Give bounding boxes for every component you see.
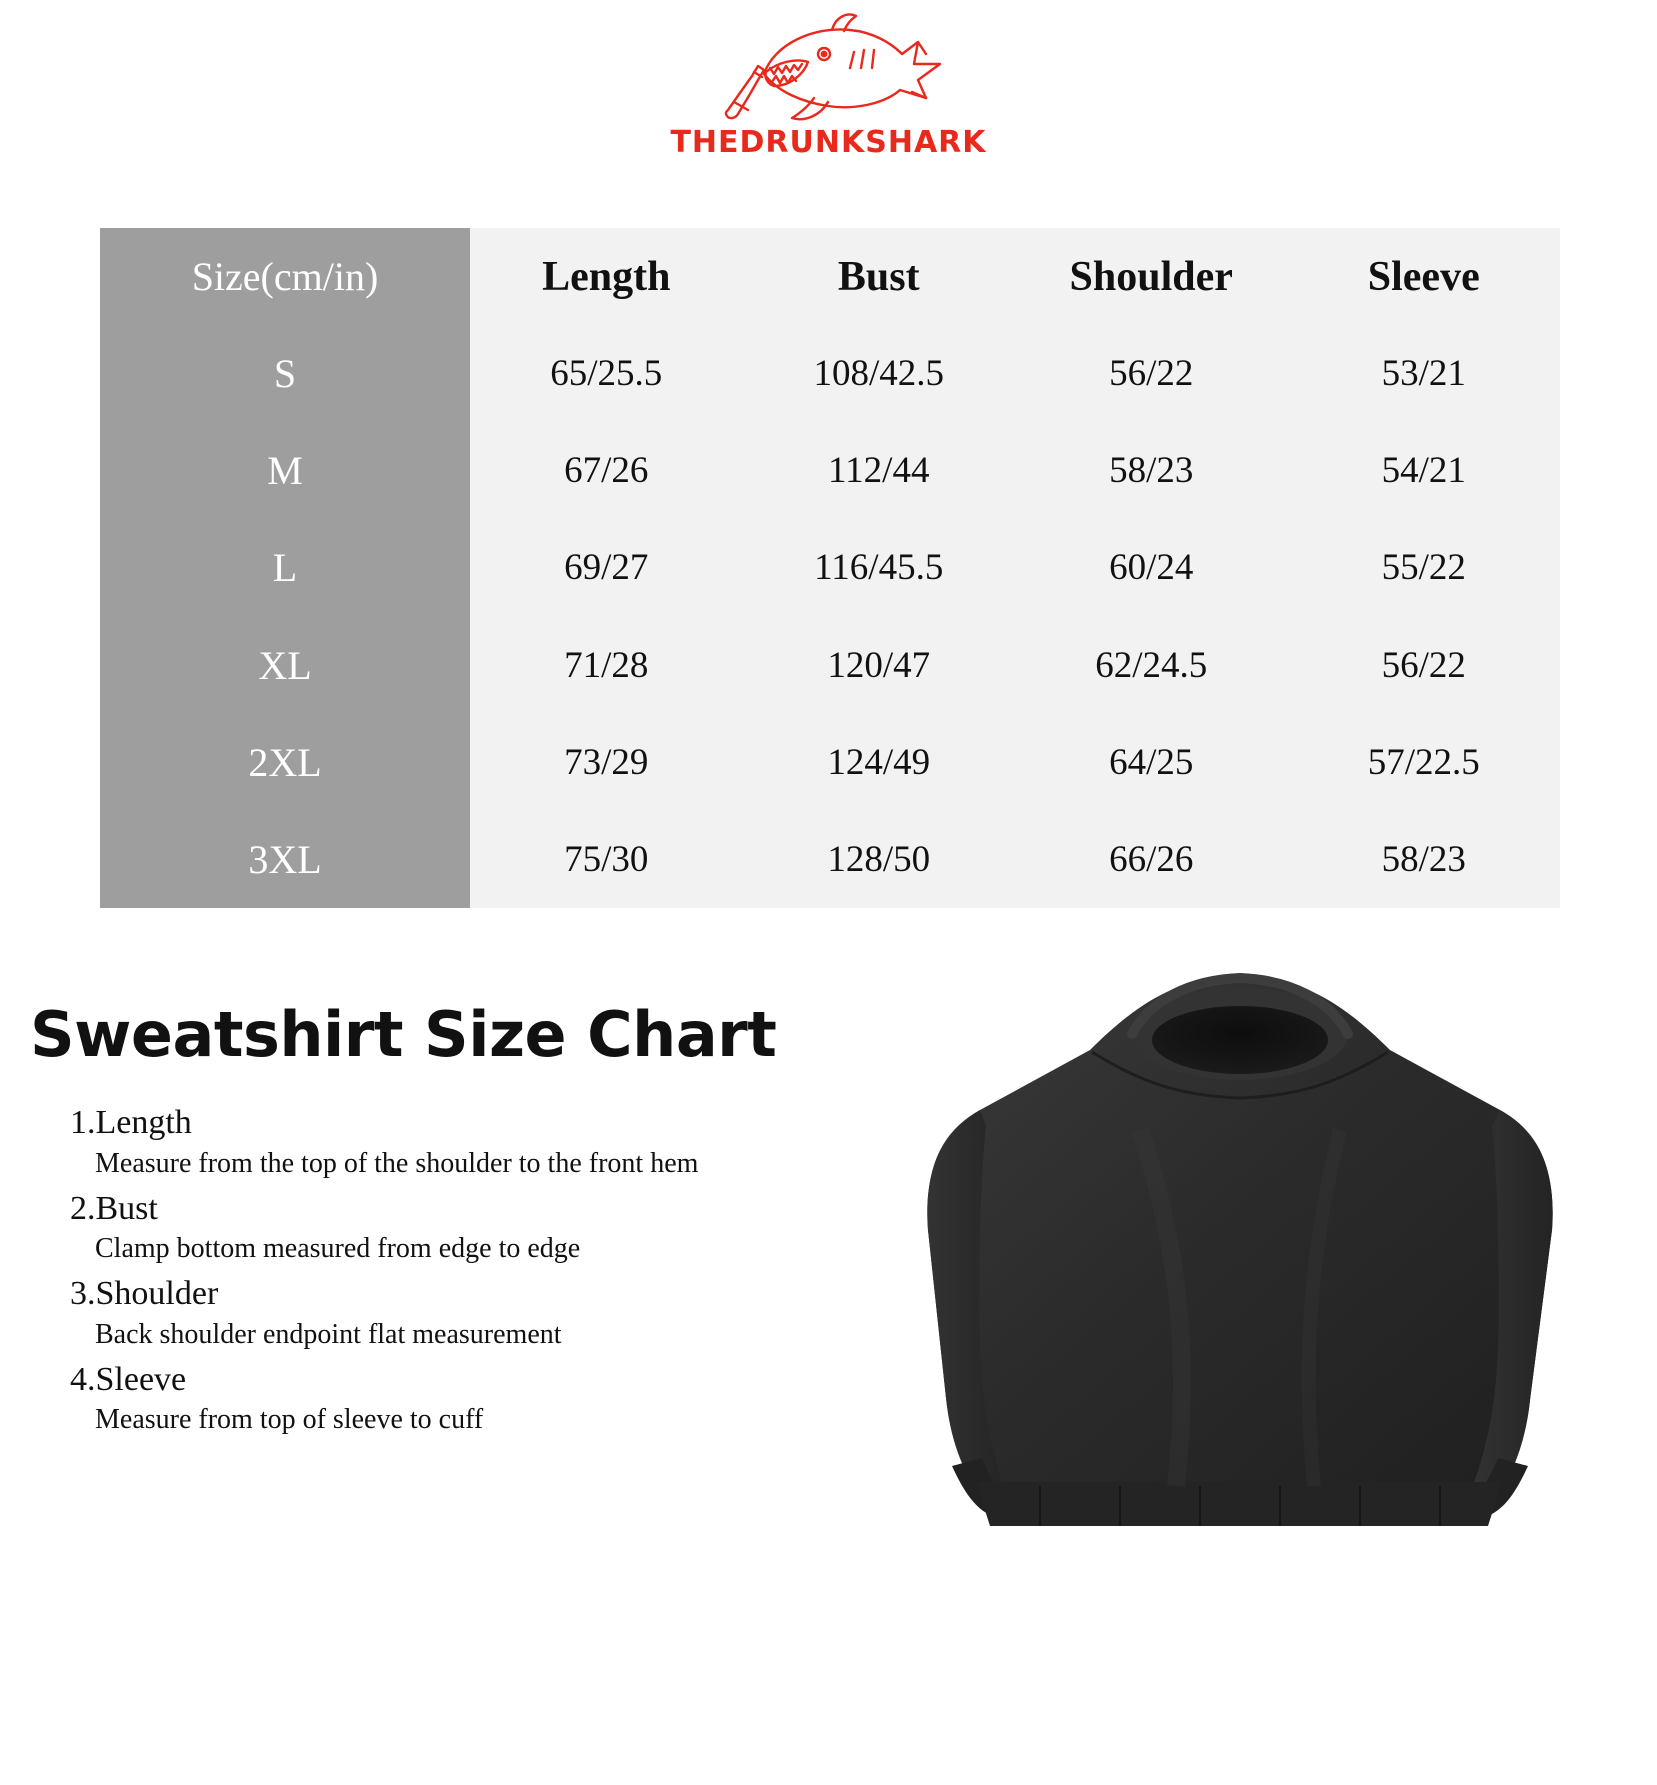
instruction-heading: 1.Length bbox=[70, 1104, 192, 1141]
page-title: Sweatshirt Size Chart bbox=[30, 998, 777, 1071]
table-cell-shoulder: 58/23 bbox=[1109, 450, 1194, 492]
table-cell-bust: 116/45.5 bbox=[814, 547, 944, 589]
table-cell-bust: 128/50 bbox=[827, 838, 931, 880]
table-cell-sleeve: 56/22 bbox=[1381, 644, 1466, 686]
table-cell-length: 67/26 bbox=[564, 450, 649, 492]
instruction-description: Measure from the top of the shoulder to the front hem bbox=[95, 1147, 699, 1179]
table-row: L bbox=[100, 519, 470, 616]
table-cell-length: 71/28 bbox=[564, 644, 649, 686]
table-cell-shoulder: 56/22 bbox=[1109, 353, 1194, 395]
black-crewneck-sweatshirt-photo bbox=[840, 930, 1640, 1630]
table-row: S bbox=[100, 325, 470, 422]
instruction-heading: 3.Shoulder bbox=[70, 1275, 219, 1313]
table-cell-sleeve: 53/21 bbox=[1381, 353, 1466, 395]
table-header-bust: Bust bbox=[837, 253, 920, 300]
table-cell-bust: 108/42.5 bbox=[813, 353, 945, 395]
list-item bbox=[40, 1359, 800, 1437]
table-cell-length: 75/30 bbox=[564, 838, 649, 880]
table-cell-shoulder: 62/24.5 bbox=[1095, 644, 1208, 686]
table-cell-sleeve: 55/22 bbox=[1381, 547, 1466, 589]
table-cell-shoulder: 66/26 bbox=[1109, 838, 1194, 880]
list-item bbox=[40, 1188, 800, 1266]
instruction-description: Measure from top of sleeve to cuff bbox=[95, 1404, 484, 1436]
instruction-heading: 4.Sleeve bbox=[70, 1360, 187, 1398]
measurement-instructions bbox=[40, 1102, 800, 1444]
table-cell-sleeve: 54/21 bbox=[1381, 450, 1466, 492]
measurement-guide-section bbox=[0, 930, 1657, 1785]
brand-logo bbox=[0, 6, 1657, 181]
table-row: M bbox=[100, 422, 470, 519]
table-cell-sleeve: 58/23 bbox=[1381, 838, 1466, 880]
instruction-description: Back shoulder endpoint flat measurement bbox=[95, 1318, 562, 1350]
instruction-description: Clamp bottom measured from edge to edge bbox=[95, 1233, 581, 1265]
brand-name: THEDRUNKSHARK bbox=[670, 125, 987, 160]
table-cell-bust: 124/49 bbox=[827, 741, 931, 783]
table-row: 3XL bbox=[100, 811, 470, 908]
table-cell-shoulder: 64/25 bbox=[1109, 741, 1194, 783]
size-chart-table bbox=[100, 228, 1560, 908]
table-header-shoulder: Shoulder bbox=[1069, 253, 1233, 300]
list-item bbox=[40, 1102, 800, 1180]
table-cell-length: 73/29 bbox=[564, 741, 649, 783]
table-row: 2XL bbox=[100, 714, 470, 811]
table-row: XL bbox=[100, 617, 470, 714]
table-header-length: Length bbox=[542, 253, 671, 300]
instruction-heading: 2.Bust bbox=[70, 1189, 158, 1227]
table-cell-bust: 112/44 bbox=[828, 450, 930, 492]
table-cell-shoulder: 60/24 bbox=[1109, 547, 1194, 589]
shark-with-bottle-icon bbox=[704, 6, 954, 131]
table-cell-length: 65/25.5 bbox=[550, 353, 663, 395]
table-header-sleeve: Sleeve bbox=[1367, 253, 1480, 300]
table-cell-length: 69/27 bbox=[564, 547, 649, 589]
table-header-size: Size(cm/in) bbox=[100, 228, 470, 325]
list-item bbox=[40, 1273, 800, 1351]
table-cell-bust: 120/47 bbox=[827, 644, 931, 686]
table-cell-sleeve: 57/22.5 bbox=[1367, 741, 1480, 783]
